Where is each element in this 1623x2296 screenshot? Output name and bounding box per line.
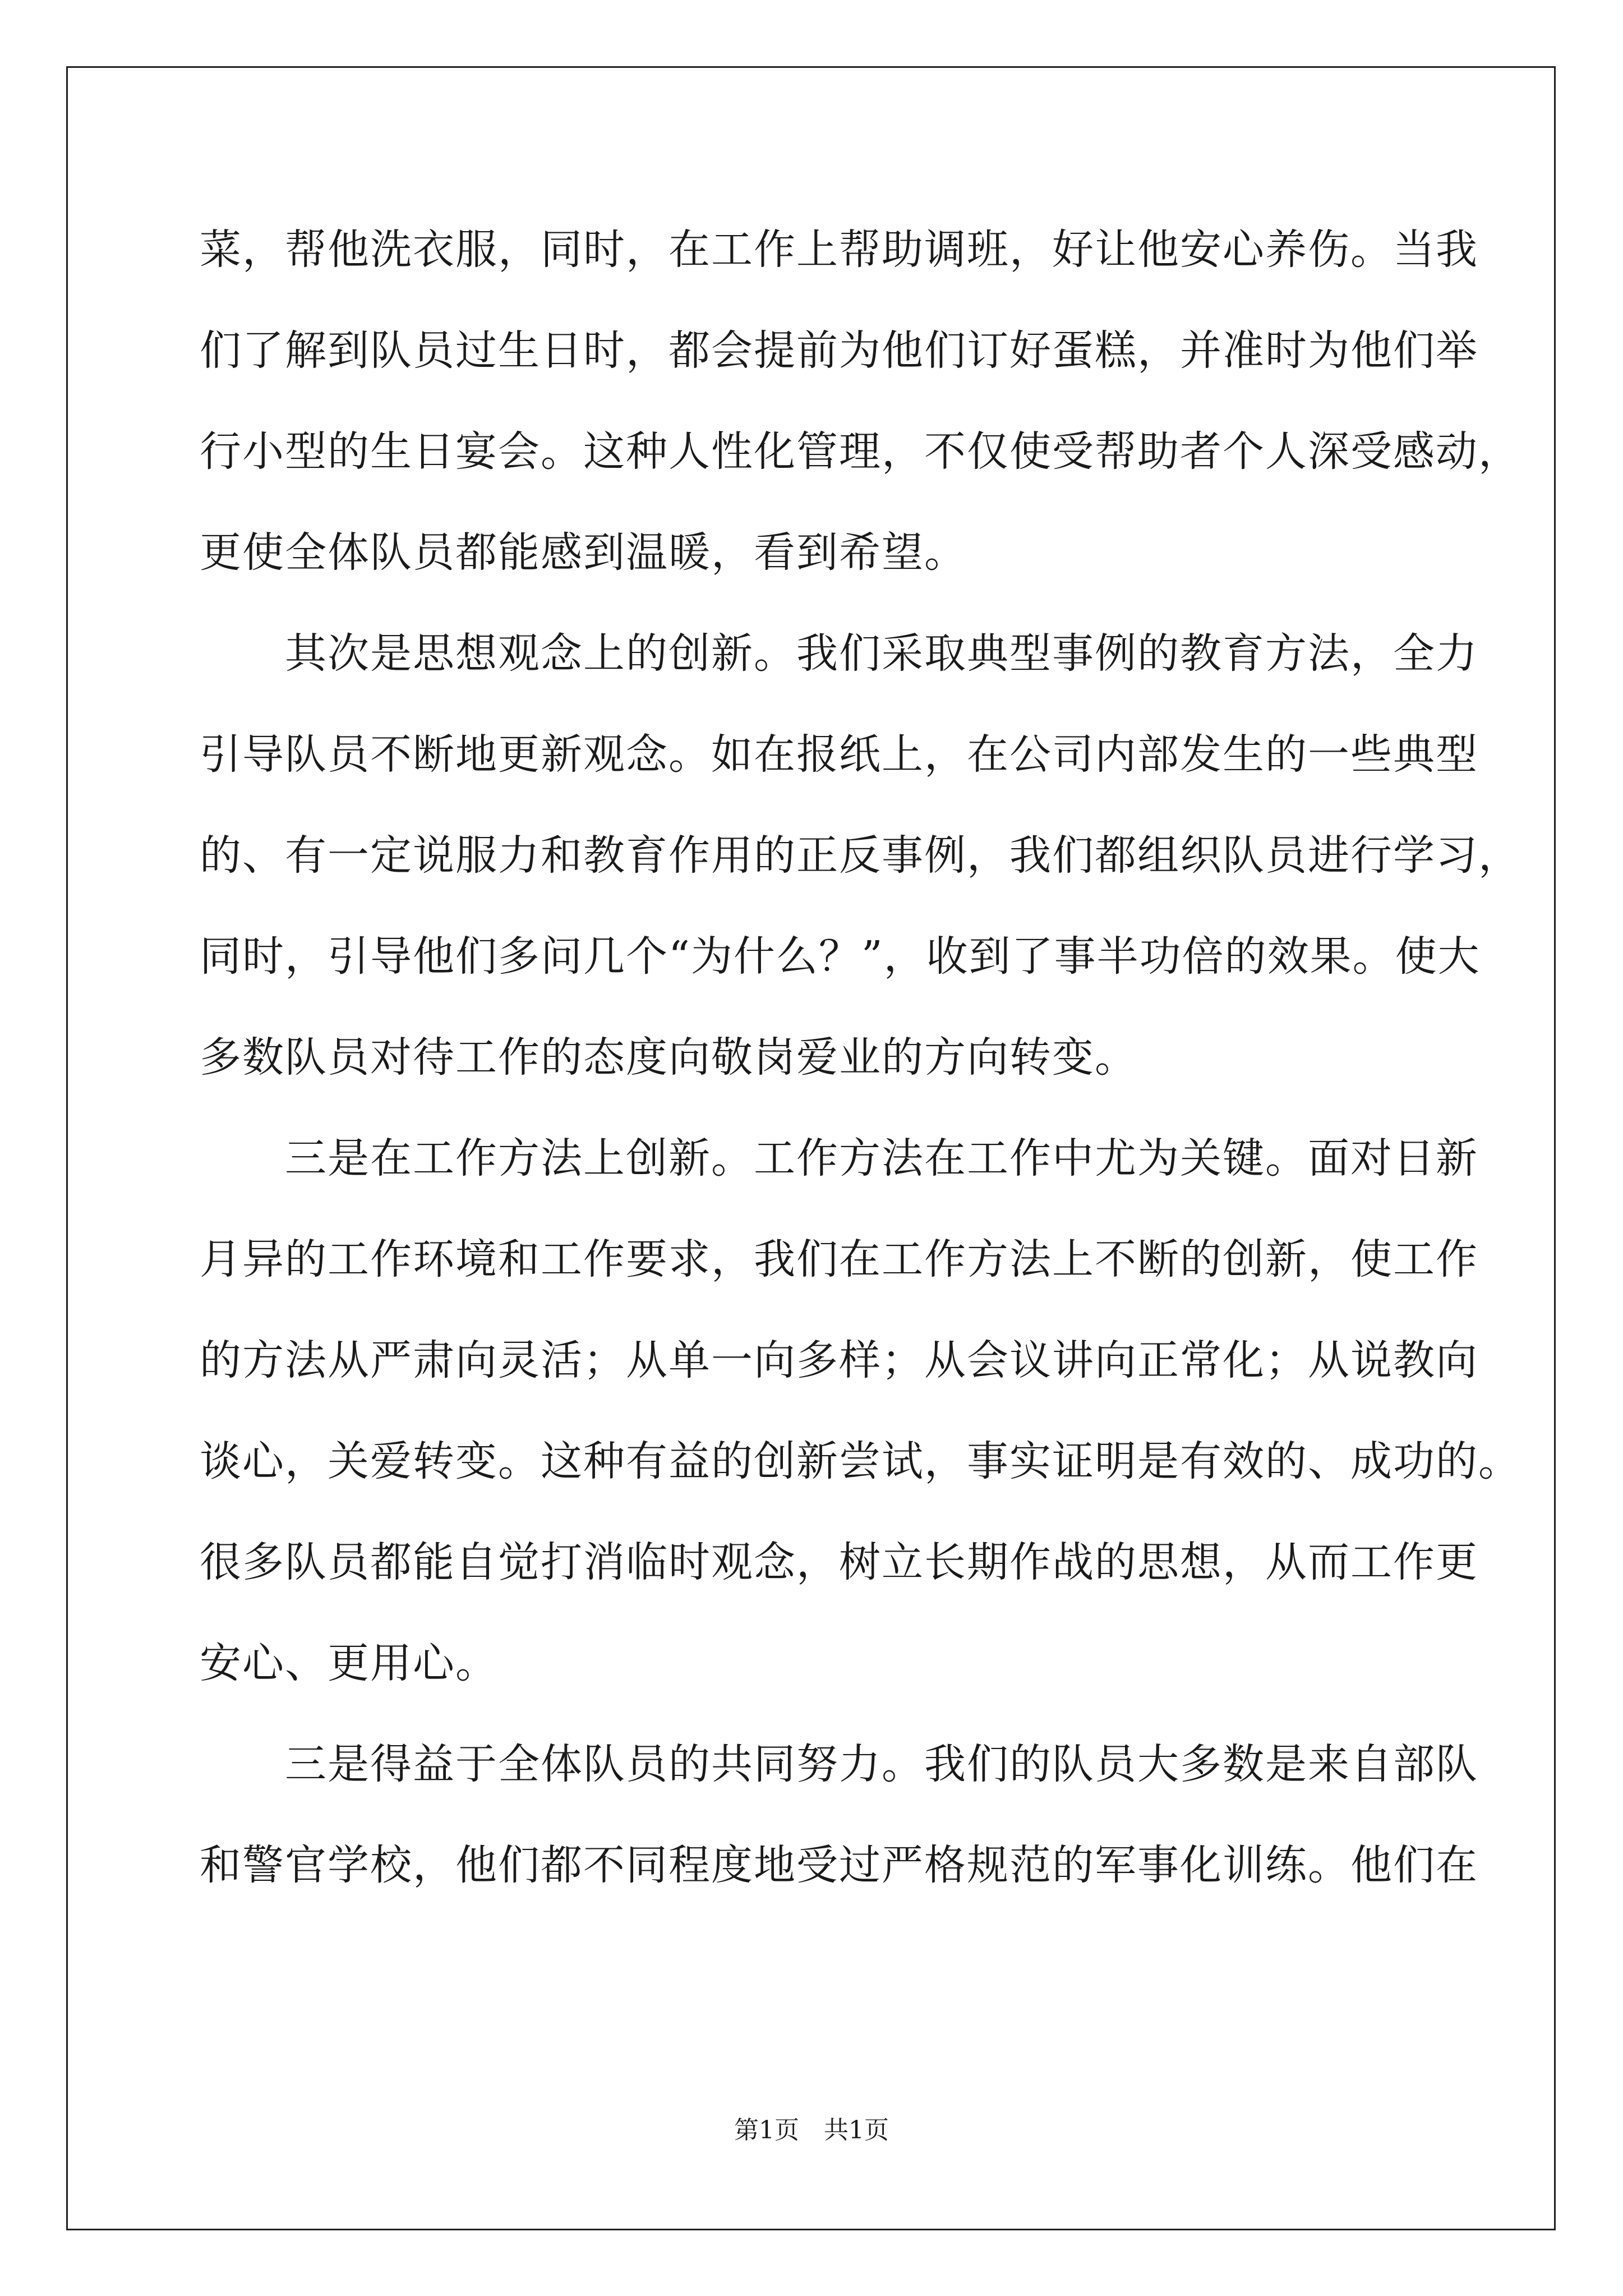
page-number-total: 共1页 xyxy=(824,2116,889,2145)
text-line: 其次是思想观念上的创新。我们采取典型事例的教育方法，全力 xyxy=(200,629,1478,678)
text-line: 很多队员都能自觉打消临时观念，树立长期作战的思想，从而工作更 xyxy=(200,1538,1478,1586)
text-line: 们了解到队员过生日时，都会提前为他们订好蛋糕，并准时为他们举 xyxy=(200,326,1478,375)
text-line: 三是得益于全体队员的共同努力。我们的队员大多数是来自部队 xyxy=(200,1740,1478,1788)
text-line: 安心、更用心。 xyxy=(200,1639,498,1687)
page-number-current: 第1页 xyxy=(734,2116,799,2145)
text-line: 三是在工作方法上创新。工作方法在工作中尤为关键。面对日新 xyxy=(200,1134,1478,1182)
document-body xyxy=(200,213,1521,1930)
text-line: 行小型的生日宴会。这种人性化管理，不仅使受帮助者个人深受感动， xyxy=(200,427,1521,476)
text-line: 和警官学校，他们都不同程度地受过严格规范的军事化训练。他们在 xyxy=(200,1841,1478,1889)
text-line: 的、有一定说服力和教育作用的正反事例，我们都组织队员进行学习， xyxy=(200,831,1521,880)
text-line: 多数队员对待工作的态度向敬岗爱业的方向转变。 xyxy=(200,1033,1137,1082)
text-line: 月异的工作环境和工作要求，我们在工作方法上不断的创新，使工作 xyxy=(200,1235,1478,1283)
page-footer xyxy=(0,2114,1623,2147)
text-line: 菜，帮他洗衣服，同时，在工作上帮助调班，好让他安心养伤。当我 xyxy=(200,226,1478,274)
text-line: 引导队员不断地更新观念。如在报纸上，在公司内部发生的一些典型 xyxy=(200,730,1478,779)
text-line: 同时，引导他们多问几个“为什么？”，收到了事半功倍的效果。使大 xyxy=(200,932,1481,981)
text-line: 的方法从严肃向灵活；从单一向多样；从会议讲向正常化；从说教向 xyxy=(200,1336,1478,1384)
text-line: 更使全体队员都能感到温暖，看到希望。 xyxy=(200,528,967,577)
text-line: 谈心，关爱转变。这种有益的创新尝试，事实证明是有效的、成功的。 xyxy=(200,1437,1521,1485)
